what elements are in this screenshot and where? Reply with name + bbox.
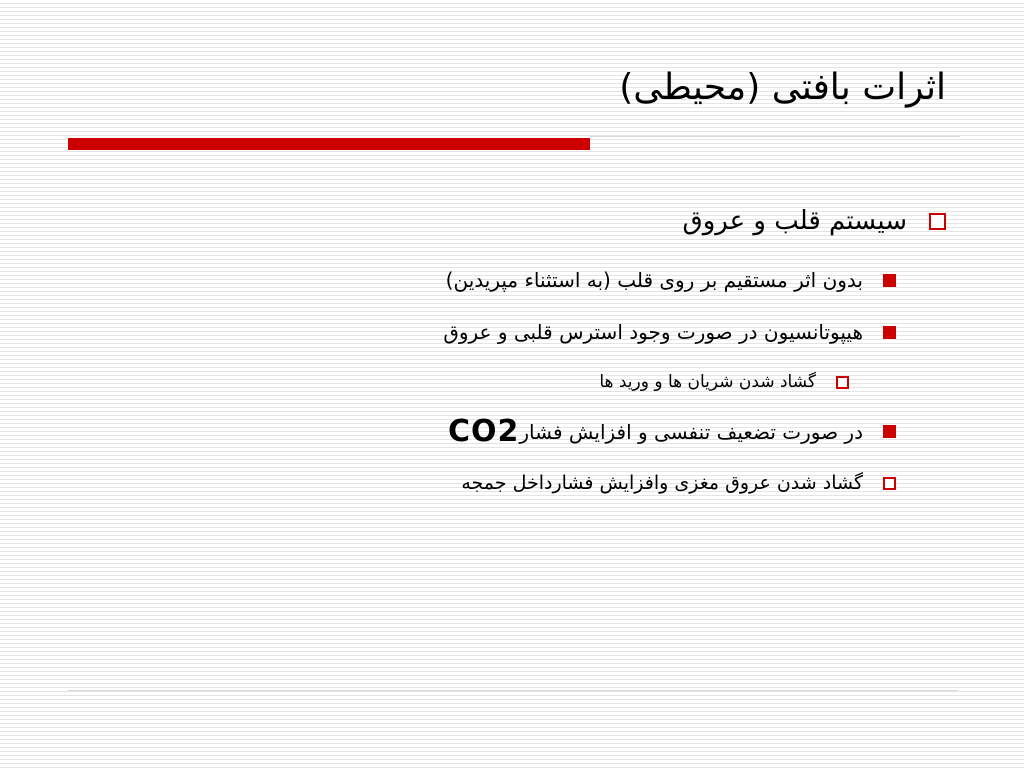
- bullet-text: گشاد شدن شریان ها و ورید ها: [599, 372, 816, 392]
- footer-divider-line: [68, 690, 958, 691]
- hollow-square-bullet-icon: [929, 213, 946, 230]
- bullet-item-respiratory: [448, 414, 896, 449]
- solid-square-bullet-icon: [883, 274, 896, 287]
- bullet-item-hypotension: [443, 320, 896, 344]
- hollow-square-bullet-icon: [883, 477, 896, 490]
- hollow-square-bullet-icon: [836, 376, 849, 389]
- solid-square-bullet-icon: [883, 326, 896, 339]
- slide-title: اثرات بافتی (محیطی): [619, 67, 946, 108]
- solid-square-bullet-icon: [883, 425, 896, 438]
- bullet-item-vasodilation: [599, 372, 849, 392]
- co2-label: CO2: [447, 414, 520, 449]
- bullet-text: گشاد شدن عروق مغزی وافزایش فشارداخل جمجه: [461, 472, 863, 494]
- bullet-item-cerebral-vessels: [461, 472, 896, 494]
- bullet-text: بدون اثر مستقیم بر روی قلب (به استثناء مپریدین): [445, 268, 863, 292]
- bullet-text: سیستم قلب و عروق: [682, 206, 907, 236]
- bullet-item-cardiovascular: [683, 206, 946, 236]
- bullet-text: هیپوتانسیون در صورت وجود استرس قلبی و عروق: [443, 320, 863, 344]
- bullet-text: در صورت تضعیف تنفسی و افزایش فشار: [519, 419, 863, 444]
- bullet-item-no-direct-effect: [446, 268, 896, 292]
- bullet-list: [80, 0, 946, 768]
